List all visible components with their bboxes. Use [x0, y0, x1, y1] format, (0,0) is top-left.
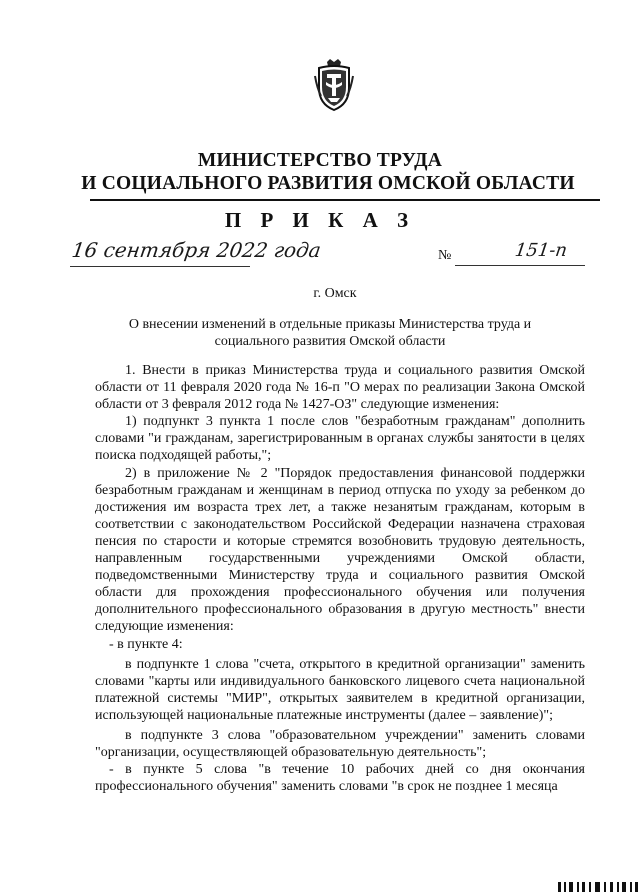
paragraph-3: 2) в приложение № 2 "Порядок предоставления финансовой поддержки безработным гражданам и женщинам в период отпуска по уходу за ребенком до достижения им возраста трех лет, а также незанятым гражданам, которым в соответствии с законодательством Российской Федерации назначена страховая пенсия по старости и которые стремятся возобновить трудовую деятельность, направленным государственными учреждениями Омской области, подведомственными Министерству труда и социального развития Омской области для прохождения профессионального обучения или получения дополнительного профессионального образования в другую местность" внести следующие изменения:: [95, 465, 585, 635]
ministry-name-line1: МИНИСТЕРСТВО ТРУДА: [197, 150, 443, 171]
paragraph-1: 1. Внести в приказ Министерства труда и социального развития Омской области от 11 февраля 2020 года № 16-п "О мерах по реализации Закона Омской области от 3 февраля 2012 года № 1427-ОЗ" следующие изменения:: [95, 363, 585, 413]
document-type-title: П Р И К А З: [224, 208, 416, 232]
ministry-name-line2: И СОЦИАЛЬНОГО РАЗВИТИЯ ОМСКОЙ ОБЛАСТИ: [81, 173, 575, 194]
paragraph-4: - в пункте 4:: [109, 636, 183, 652]
paragraph-6: в подпункте 3 слова "образовательном учреждении" заменить словами "организации, осуществляющей образовательную деятельность";: [95, 727, 585, 761]
city-name: г. Омск: [313, 286, 357, 301]
number-underline: [455, 265, 585, 266]
date-underline: [70, 266, 250, 267]
scan-barcode-icon: [558, 882, 640, 892]
coat-of-arms-icon: [313, 58, 355, 112]
header-rule: [90, 199, 600, 201]
document-body: [95, 362, 585, 795]
paragraph-2: 1) подпункт 3 пункта 1 после слов "безработным гражданам" дополнить словами "и гражданам, зарегистрированным в органах службы занятости в целях поиска подходящей работы,";: [95, 414, 585, 464]
handwritten-date: 16 сентября 2022 года: [70, 238, 323, 262]
document-subject: О внесении изменений в отдельные приказы Министерства труда и социального развития Омской области: [128, 317, 532, 349]
number-label: №: [438, 248, 452, 263]
paragraph-5: в подпункте 1 слова "счета, открытого в кредитной организации" заменить словами "карты или индивидуального банковского лицевого счета национальной платежной системы "МИР", открытых заявителем в кредитной организации, использующей национальные платежные инструменты (далее – заявление)";: [95, 656, 585, 723]
paragraph-7: - в пункте 5 слова "в течение 10 рабочих дней со дня окончания профессионального обучения" заменить словами "в срок не позднее 1 месяца: [95, 762, 585, 795]
handwritten-number: 151-п: [513, 240, 569, 261]
